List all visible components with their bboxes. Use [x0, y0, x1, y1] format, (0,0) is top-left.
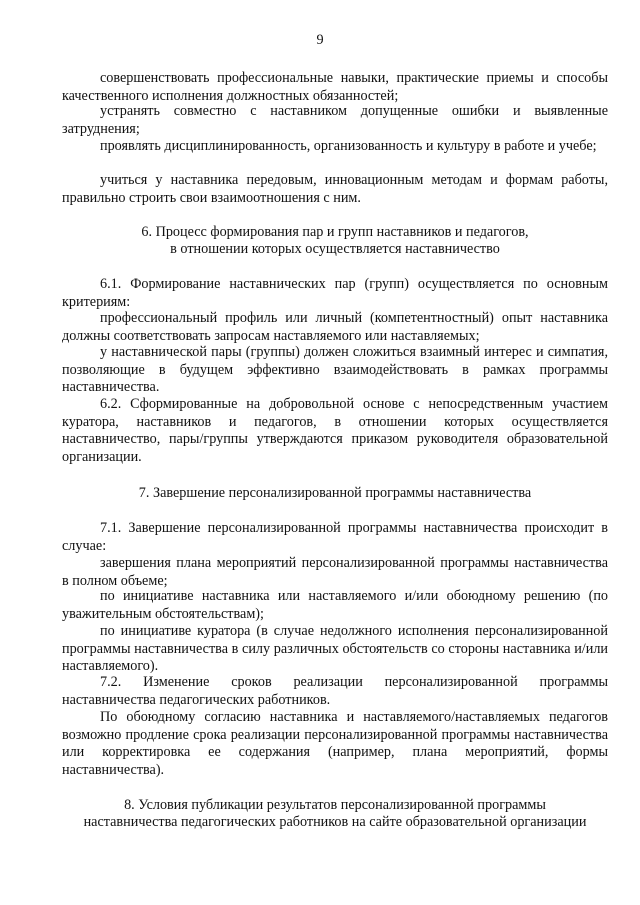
- section-7-title: 7. Завершение персонализированной программы наставничества: [138, 485, 532, 501]
- intro-paragraph-3: проявлять дисциплинированность, организованность и культуру в работе и учебе;: [100, 138, 597, 154]
- section-7-paragraph-4: по инициативе куратора (в случае недолжного исполнения персонализированной программы наставничества в силу различных обстоятельств со стороны наставника и/или наставляемого).: [62, 623, 608, 675]
- page-number: 9: [316, 32, 324, 48]
- section-7-paragraph-6: По обоюдному согласию наставника и наставляемого/наставляемых педагогов возможно продление срока реализации персонализированной программы наставничества или корректировка ее содержания (например, плана мероприятий, формы наставничества).: [62, 709, 608, 778]
- intro-paragraph-4: учиться у наставника передовым, инновационным методам и формам работы, правильно строить свои взаимоотношения с ним.: [62, 172, 608, 206]
- intro-paragraph-2: устранять совместно с наставником допущенные ошибки и выявленные затруднения;: [62, 103, 608, 137]
- section-8-title-line-1: 8. Условия публикации результатов персонализированной программы: [124, 797, 546, 813]
- section-6-title-line-2: в отношении которых осуществляется наставничество: [170, 241, 500, 257]
- section-6-title-line-1: 6. Процесс формирования пар и групп наставников и педагогов,: [141, 224, 529, 240]
- section-7-paragraph-1: 7.1. Завершение персонализированной программы наставничества происходит в случае:: [62, 520, 608, 554]
- section-8-title-line-2: наставничества педагогических работников на сайте образовательной организации: [83, 814, 587, 830]
- section-6-paragraph-3: у наставнической пары (группы) должен сложиться взаимный интерес и симпатия, позволяющие в будущем эффективно взаимодействовать в рамках программы наставничества.: [62, 344, 608, 396]
- section-7-paragraph-5: 7.2. Изменение сроков реализации персонализированной программы наставничества педагогических работников.: [62, 674, 608, 708]
- intro-paragraph-1: совершенствовать профессиональные навыки, практические приемы и способы качественного исполнения должностных обязанностей;: [62, 70, 608, 104]
- section-7-paragraph-3: по инициативе наставника или наставляемого и/или обоюдному решению (по уважительным обстоятельствам);: [62, 588, 608, 622]
- section-7-paragraph-2: завершения плана мероприятий персонализированной программы наставничества в полном объеме;: [62, 555, 608, 589]
- section-6-paragraph-1: 6.1. Формирование наставнических пар (групп) осуществляется по основным критериям:: [62, 276, 608, 310]
- section-6-paragraph-4: 6.2. Сформированные на добровольной основе с непосредственным участием куратора, наставников и педагогов, в отношении которых осуществляется наставничество, пары/группы утверждаются приказом руководителя образовательной организации.: [62, 396, 608, 465]
- section-6-paragraph-2: профессиональный профиль или личный (компетентностный) опыт наставника должны соответствовать запросам наставляемого или наставляемых;: [62, 310, 608, 344]
